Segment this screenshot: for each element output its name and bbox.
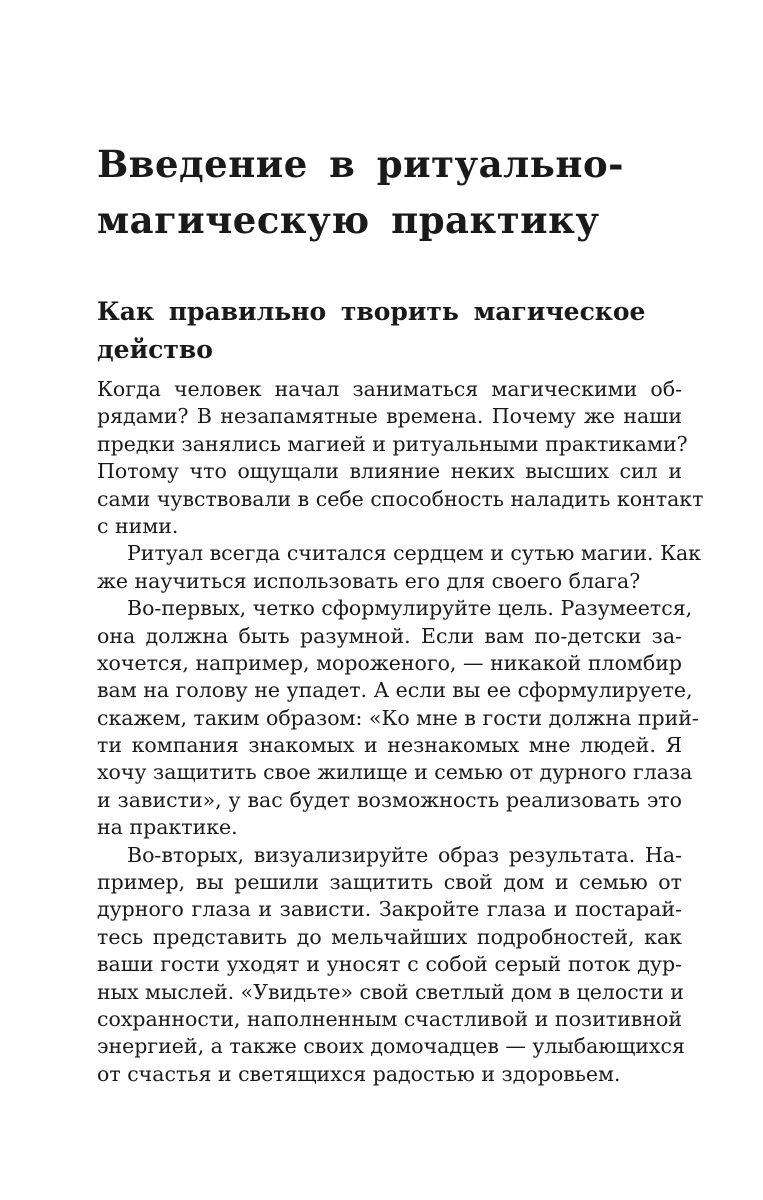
- text-line: от счастья и светящихся радостью и здоровьем.: [97, 1061, 621, 1086]
- text-line: пример, вы решили защитить свой дом и семью от: [97, 870, 682, 895]
- chapter-title-line: магическую практику: [97, 198, 600, 242]
- text-line: с ними.: [97, 513, 179, 538]
- text-line: она должна быть разумной. Если вам по-детски за-: [97, 623, 682, 648]
- text-line: ти компания знакомых и незнакомых мне людей. Я: [97, 733, 682, 758]
- text-line: Когда человек начал заниматься магическими об-: [97, 377, 682, 401]
- text-line: тесь представить до мельчайших подробностей, как: [97, 924, 682, 949]
- paragraph: [97, 842, 685, 1089]
- chapter-title-line: Введение в ритуально-: [97, 142, 624, 186]
- text-line: хочется, например, мороженого, — никакой пломбир: [97, 650, 682, 675]
- text-line: Во-первых, четко сформулируйте цель. Разумеется,: [127, 596, 693, 621]
- text-line: сохранности, наполненным счастливой и позитивной: [97, 1006, 682, 1031]
- chapter-title: [97, 136, 657, 248]
- text-line: же научиться использовать его для своего блага?: [97, 568, 641, 593]
- text-line: скажем, таким образом: «Ко мне в гости должна прий-: [97, 705, 699, 730]
- text-line: на практике.: [97, 815, 238, 840]
- section-title: [97, 293, 677, 369]
- text-line: дурного глаза и зависти. Закройте глаза и постарай-: [97, 897, 682, 922]
- text-line: вам на голову не упадет. А если вы ее сформулируете,: [97, 678, 693, 703]
- text-line: и зависти», у вас будет возможность реализовать это: [97, 787, 682, 812]
- text-line: Потому что ощущали влияние неких высших сил и: [97, 459, 682, 484]
- text-line: ных мыслей. «Увидьте» свой светлый дом в целости и: [97, 979, 684, 1004]
- text-line: Во-вторых, визуализируйте образ результата. На-: [127, 842, 682, 867]
- text-line: хочу защитить свое жилище и семью от дурного глаза: [97, 760, 693, 785]
- text-line: предки занялись магией и ритуальными практиками?: [97, 431, 688, 456]
- paragraph: [97, 540, 701, 595]
- paragraph: [97, 595, 699, 842]
- text-line: ваши гости уходят и уносят с собой серый поток дур-: [97, 952, 682, 977]
- text-line: Ритуал всегда считался сердцем и сутью магии. Как: [127, 541, 701, 566]
- body-text: [97, 376, 704, 1088]
- section-title-line: Как правильно творить магическое: [97, 297, 646, 326]
- text-line: энергией, а также своих домочадцев — улыбающихся: [97, 1034, 685, 1059]
- text-line: рядами? В незапамятные времена. Почему же наши: [97, 404, 682, 429]
- paragraph: [97, 376, 704, 540]
- text-line: сами чувствовали в себе способность наладить контакт: [97, 486, 704, 511]
- section-title-line: действо: [97, 335, 213, 364]
